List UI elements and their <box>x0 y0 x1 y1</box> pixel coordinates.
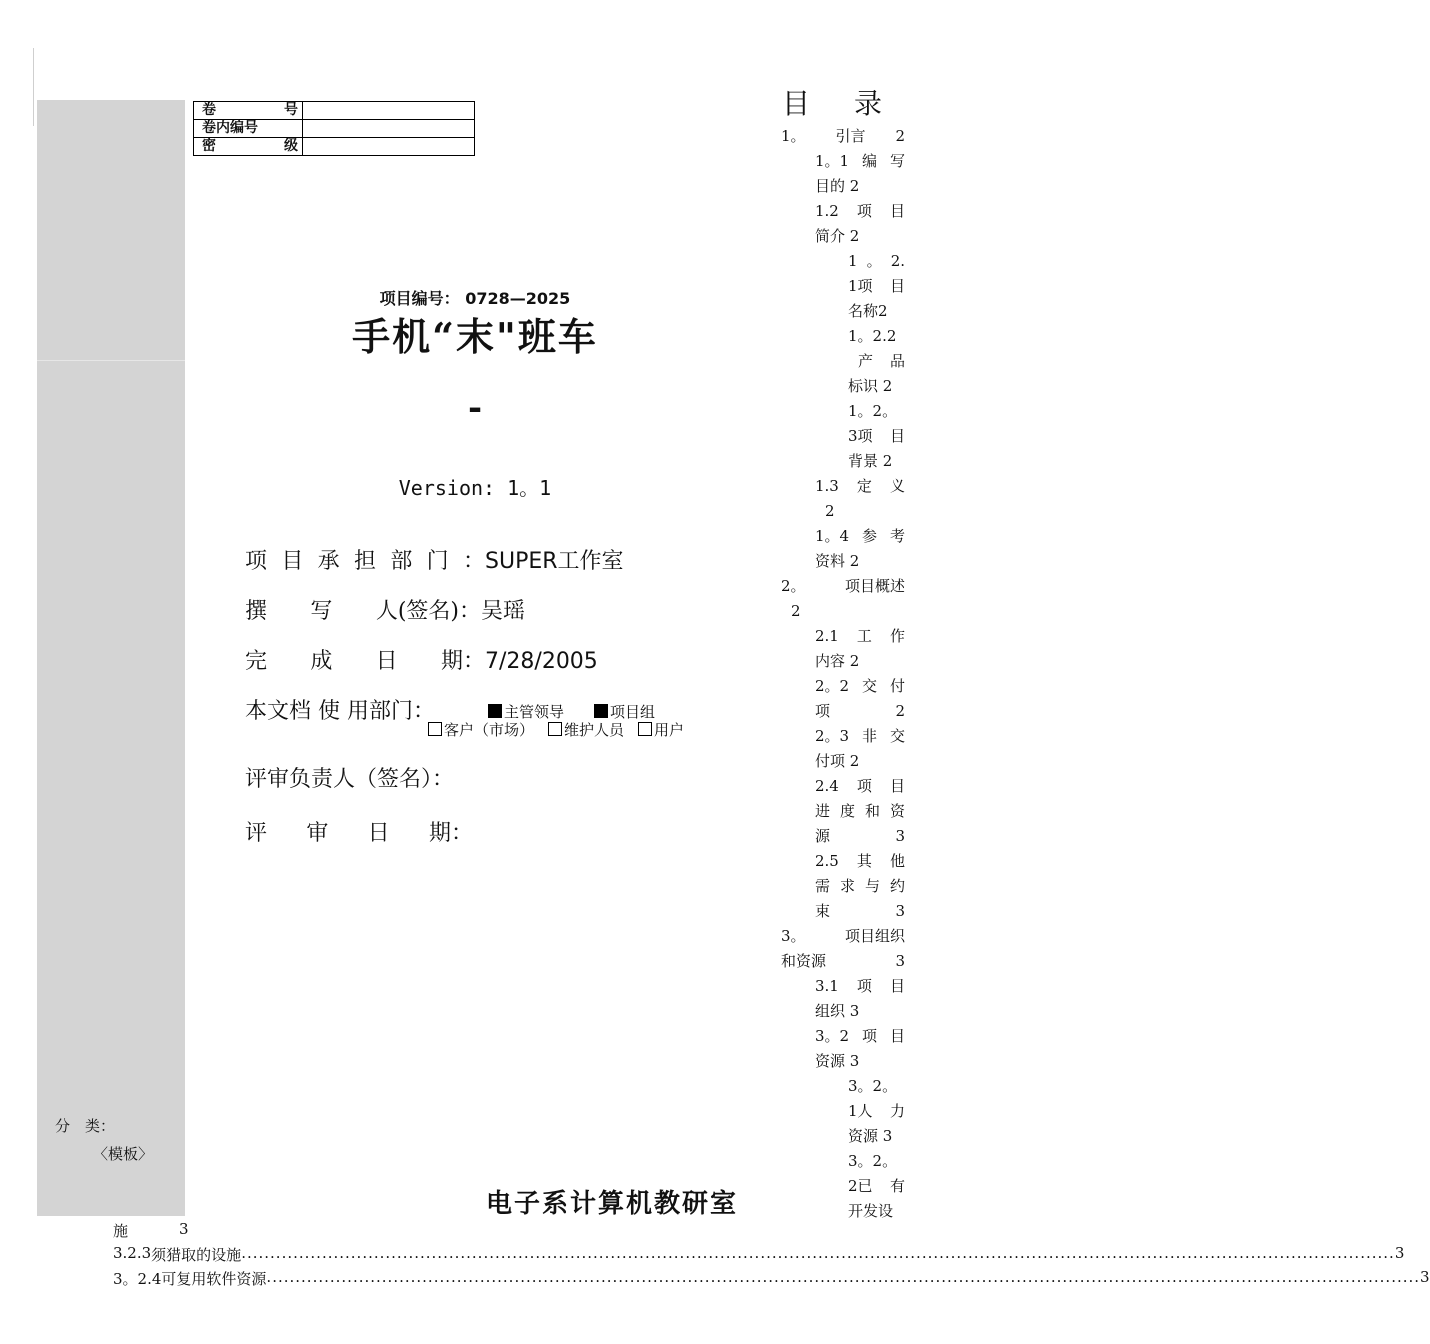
toc-line-part: 3 <box>895 827 905 845</box>
toc-line[interactable] <box>815 524 905 549</box>
field-dept-value: SUPER工作室 <box>485 549 624 574</box>
toc-line[interactable] <box>848 449 905 474</box>
toc-line-part: 1。 <box>781 127 806 145</box>
label-part: 成 <box>310 649 333 674</box>
toc-line-part: 付 <box>889 677 905 695</box>
toc-line-part: 交 <box>889 727 905 745</box>
toc-line-part: 其 <box>856 852 872 870</box>
toc-line-part: 1。4 <box>815 527 850 545</box>
toc-number: 施 <box>113 1222 129 1240</box>
field-reviewer <box>245 762 454 793</box>
project-number: 项目编号： 0728—2025 <box>379 289 571 308</box>
toc-line-part: 编 <box>862 152 878 170</box>
toc-line[interactable] <box>815 774 905 799</box>
toc-line-part: 1。2.2 <box>848 327 897 345</box>
field-date <box>245 644 598 675</box>
toc-line-part: 3。2 <box>815 1027 850 1045</box>
toc-line-part: 项目概述 <box>844 577 905 595</box>
toc-line[interactable] <box>781 599 905 624</box>
toc-line[interactable] <box>848 1124 905 1149</box>
toc-title-part: 目 <box>782 87 811 120</box>
toc-line-part: 参 <box>862 527 878 545</box>
toc-page: 3 <box>1420 1268 1430 1286</box>
toc-line-part: 。 <box>866 252 882 270</box>
toc-line-part: 2 <box>895 127 905 145</box>
toc-line-part: 目 <box>889 427 905 445</box>
meta-label-part: 号 <box>284 102 298 118</box>
toc-title-part: 录 <box>853 87 882 120</box>
toc-line-part: 和资源 <box>781 952 827 970</box>
toc-line[interactable] <box>815 699 905 724</box>
toc-page: 3 <box>1394 1244 1405 1262</box>
toc-line[interactable] <box>815 999 905 1024</box>
meta-label-part: 卷内编号 <box>202 120 258 136</box>
toc-line[interactable] <box>781 124 905 149</box>
title-dash: - <box>467 388 483 428</box>
toc-line[interactable] <box>815 749 905 774</box>
toc-line[interactable] <box>848 1099 905 1124</box>
lab-name: 电子系计算机教研室 <box>486 1189 739 1219</box>
toc-line-part: 3 <box>895 902 905 920</box>
version-label: Version: 1。1 <box>398 476 552 500</box>
toc-line[interactable] <box>815 624 905 649</box>
toc-line-part: 2 <box>825 502 835 520</box>
toc-line-part: 定 <box>856 477 872 495</box>
usage-option-label: 主管领导 <box>504 703 565 721</box>
usage-option-label: 项目组 <box>610 703 656 721</box>
label-part: 部 <box>390 549 413 574</box>
toc-line[interactable] <box>848 1199 905 1224</box>
toc-line-part: 3。 <box>781 927 806 945</box>
page-edge-line <box>33 48 34 126</box>
meta-label-part: 密 <box>202 138 216 154</box>
toc-line[interactable] <box>815 1024 905 1049</box>
toc-line-part: 产 <box>858 352 874 370</box>
toc-number: 3.2.3 <box>113 1244 152 1262</box>
toc-line[interactable] <box>815 149 905 174</box>
toc-line[interactable] <box>848 1074 905 1099</box>
toc-line[interactable] <box>815 649 905 674</box>
meta-value[interactable] <box>303 120 475 138</box>
label-part: 人(签名)： <box>375 599 481 624</box>
meta-label-part: 卷 <box>202 102 216 118</box>
usage-option[interactable] <box>428 719 534 740</box>
toc-line-part: 写 <box>889 152 905 170</box>
meta-value[interactable] <box>303 102 475 120</box>
toc-line[interactable] <box>815 974 905 999</box>
field-dept-label <box>245 544 485 575</box>
toc-page: 3 <box>179 1220 189 1238</box>
toc-line-part: 2。2 <box>815 677 850 695</box>
toc-line-part: 3。2。 <box>848 1077 898 1095</box>
toc-line-part: 1.2 <box>815 202 839 220</box>
toc-text: 须猎取的设施 <box>151 1246 242 1264</box>
cover-side-band <box>37 100 185 1216</box>
label-part: 期： <box>428 821 473 846</box>
toc-line-part: 资源 3 <box>848 1127 893 1145</box>
field-usage-label: 本文档 使 用部门： <box>245 699 435 724</box>
toc-line-part: 求 <box>839 877 855 895</box>
label-part: 期： <box>440 649 485 674</box>
toc-line-part: 开发设 <box>848 1202 894 1220</box>
toc-line[interactable] <box>848 424 905 449</box>
toc-line-part: 目 <box>889 1027 905 1045</box>
toc-line-part: 工 <box>856 627 872 645</box>
toc-line-part: 1 <box>848 252 858 270</box>
meta-label <box>194 138 303 156</box>
usage-options-row2 <box>428 719 684 740</box>
toc-line-part: 和 <box>864 802 880 820</box>
toc-line-part: 3.1 <box>815 977 839 995</box>
checked-box-icon[interactable] <box>594 704 608 718</box>
toc-line[interactable] <box>815 799 905 824</box>
toc-number: 3。2.4 <box>113 1270 162 1288</box>
toc-line-part: 2.5 <box>815 852 839 870</box>
toc-line[interactable] <box>113 1220 765 1241</box>
toc-line[interactable] <box>113 1268 1430 1289</box>
toc-line-part: 品 <box>889 352 905 370</box>
label-part: 审 <box>306 821 329 846</box>
document-title: 手机“末"班车 <box>352 314 598 359</box>
toc-line[interactable] <box>815 474 905 499</box>
checkbox-icon[interactable] <box>428 722 442 736</box>
toc-line-part: 2。 <box>781 577 806 595</box>
toc-line[interactable] <box>848 374 905 399</box>
toc-line-part: 1人 <box>848 1102 873 1120</box>
usage-option[interactable] <box>638 719 684 740</box>
label-part: 日 <box>367 821 390 846</box>
toc-line[interactable] <box>815 824 905 849</box>
toc-line-part: 简介 2 <box>815 227 860 245</box>
toc-line[interactable] <box>848 1149 905 1174</box>
toc-line[interactable] <box>848 399 905 424</box>
toc-line-part: 项 <box>862 1027 878 1045</box>
toc-line-part: 项目组织 <box>844 927 905 945</box>
toc-line-part: 源 <box>815 827 831 845</box>
toc-line[interactable] <box>815 174 905 199</box>
toc-line-part: 目的 2 <box>815 177 860 195</box>
field-author-label <box>245 594 481 625</box>
toc-title <box>782 82 882 122</box>
toc-line-part: 内容 2 <box>815 652 860 670</box>
toc-line-part: 义 <box>889 477 905 495</box>
toc-line-part: 项 <box>856 202 872 220</box>
toc-line-part: 付项 2 <box>815 752 860 770</box>
field-reviewer-label: 评审负责人（签名）： <box>245 767 455 792</box>
toc-line[interactable] <box>815 549 905 574</box>
toc-line-part: 非 <box>862 727 878 745</box>
label-part: 目 <box>281 549 304 574</box>
toc-leader: ........................................................................................................................................................................................................ <box>241 1244 1395 1262</box>
label-part: 项 <box>245 549 268 574</box>
toc-line-part: 目 <box>889 977 905 995</box>
toc-line[interactable] <box>815 224 905 249</box>
toc-line-part: 3项 <box>848 427 873 445</box>
toc-line[interactable] <box>815 899 905 924</box>
toc-line-part: 有 <box>889 1177 905 1195</box>
toc-line[interactable] <box>815 199 905 224</box>
toc-line[interactable] <box>781 574 905 599</box>
toc-line[interactable] <box>848 349 905 374</box>
toc-line[interactable] <box>815 1049 905 1074</box>
toc-line-part: 2.1 <box>815 627 839 645</box>
checkbox-icon[interactable] <box>548 722 562 736</box>
toc-line-part: 2.4 <box>815 777 839 795</box>
toc-line-part: 组织 3 <box>815 1002 860 1020</box>
toc-line-part: 项 <box>815 702 831 720</box>
toc-line-part: 背景 2 <box>848 452 893 470</box>
toc-line-part: 他 <box>889 852 905 870</box>
label-part: 承 <box>317 549 340 574</box>
toc-line-part: 资 <box>889 802 905 820</box>
field-review-date <box>245 816 473 847</box>
toc-line-part: 束 <box>815 902 831 920</box>
toc-line-part: 2已 <box>848 1177 873 1195</box>
toc-line-part: 需 <box>815 877 831 895</box>
field-author-value: 吴瑶 <box>481 599 526 624</box>
field-author <box>245 594 525 625</box>
toc-line-part: 度 <box>839 802 855 820</box>
toc-line-part: 项 <box>856 777 872 795</box>
meta-row <box>194 102 475 120</box>
toc-line-part: 进 <box>815 802 831 820</box>
label-part: 完 <box>245 649 268 674</box>
toc-line-part: 资料 2 <box>815 552 860 570</box>
meta-row <box>194 138 475 156</box>
toc-line[interactable] <box>848 249 905 274</box>
toc-line-part: 目 <box>889 202 905 220</box>
toc-line[interactable] <box>781 949 905 974</box>
toc-line-part: 2. <box>890 252 905 270</box>
toc-line-part: 作 <box>889 627 905 645</box>
toc-line[interactable] <box>848 1174 905 1199</box>
label-part: 担 <box>353 549 376 574</box>
toc-line-part: 目 <box>889 277 905 295</box>
field-date-value: 7/28/2005 <box>485 649 598 674</box>
label-part: 评 <box>245 821 268 846</box>
toc-line-part: 1。1 <box>815 152 850 170</box>
toc-line[interactable] <box>781 924 905 949</box>
toc-line-part: 引言 <box>835 127 866 145</box>
toc-line-part: 考 <box>889 527 905 545</box>
toc-line[interactable] <box>113 1244 1405 1265</box>
toc-line[interactable] <box>848 324 905 349</box>
meta-label <box>194 120 303 138</box>
label-part: ： <box>462 549 485 574</box>
label-part: 写 <box>310 599 333 624</box>
toc-line[interactable] <box>815 724 905 749</box>
meta-row <box>194 120 475 138</box>
toc-line-part: 力 <box>889 1102 905 1120</box>
label-part: 门 <box>426 549 449 574</box>
toc-line-part: 标识 2 <box>848 377 893 395</box>
field-date-label <box>245 644 485 675</box>
toc-line-part: 名称2 <box>848 302 888 320</box>
toc-text: 可复用软件资源 <box>161 1270 267 1288</box>
usage-option-label: 维护人员 <box>564 721 625 739</box>
meta-label <box>194 102 303 120</box>
toc-line-part: 项 <box>856 977 872 995</box>
label-part: 撰 <box>245 599 268 624</box>
toc-line-part: 交 <box>862 677 878 695</box>
field-review-date-label <box>245 816 473 847</box>
toc-line-part: 资源 3 <box>815 1052 860 1070</box>
toc-line-part: 2 <box>791 602 801 620</box>
usage-option[interactable] <box>548 719 624 740</box>
toc-line[interactable] <box>848 274 905 299</box>
field-usage <box>245 694 435 725</box>
checkbox-icon[interactable] <box>638 722 652 736</box>
toc-line[interactable] <box>815 849 905 874</box>
usage-option-label: 用户 <box>654 721 685 739</box>
toc-line[interactable] <box>815 874 905 899</box>
toc-line[interactable] <box>815 674 905 699</box>
toc-line-part: 1.3 <box>815 477 839 495</box>
toc-line[interactable] <box>815 499 905 524</box>
toc-line-part: 1项 <box>848 277 873 295</box>
template-label: 〈模板〉 <box>93 1145 154 1163</box>
meta-value[interactable] <box>303 138 475 156</box>
toc-leader: ........................................................................................................................................................................................................ <box>266 1268 1421 1286</box>
toc-line-part: 2。3 <box>815 727 850 745</box>
usage-option-label: 客户（市场） <box>444 721 535 739</box>
toc-line-part: 目 <box>889 777 905 795</box>
document-meta-table <box>193 101 475 156</box>
toc-line-part: 1。2。 <box>848 402 898 420</box>
toc-line-part: 与 <box>864 877 880 895</box>
toc-line-part: 3 <box>895 952 905 970</box>
label-part: 日 <box>375 649 398 674</box>
category-label: 分 类： <box>55 1117 116 1135</box>
field-dept <box>245 544 624 575</box>
meta-label-part: 级 <box>284 138 298 154</box>
toc-line-part: 3。2。 <box>848 1152 898 1170</box>
toc-line[interactable] <box>848 299 905 324</box>
checked-box-icon[interactable] <box>488 704 502 718</box>
toc-line-part: 2 <box>895 702 905 720</box>
toc-line-part: 约 <box>889 877 905 895</box>
